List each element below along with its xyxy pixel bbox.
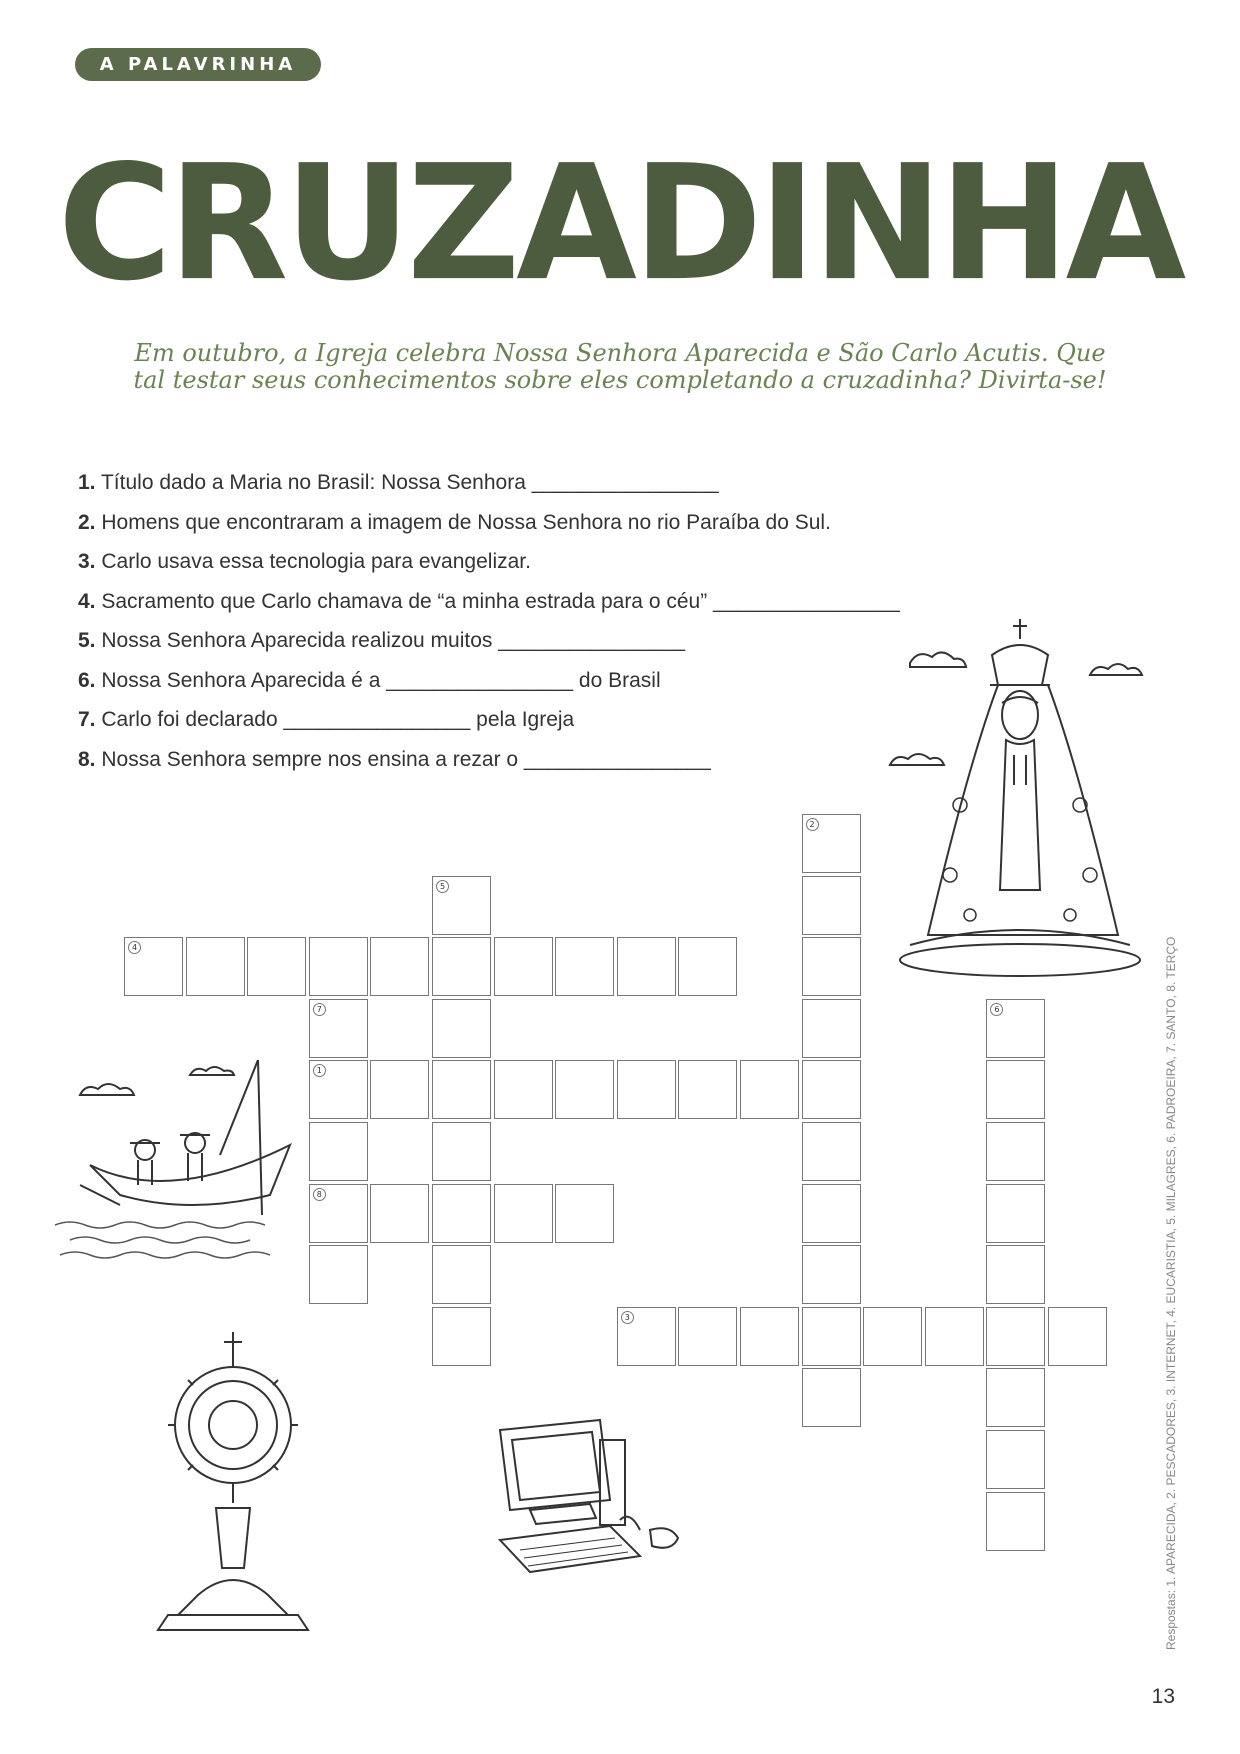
cell-number: 2 — [806, 818, 819, 831]
intro-line-2: tal testar seus conhecimentos sobre eles completando a cruzadinha? Divirta-se! — [133, 366, 1107, 394]
crossword-cell[interactable] — [432, 1307, 491, 1366]
clue-number: 3. — [78, 550, 96, 573]
fishermen-boat-illustration — [50, 1055, 300, 1275]
crossword-cell[interactable] — [432, 1245, 491, 1304]
crossword-cell[interactable] — [986, 1430, 1045, 1489]
clue-text: Carlo usava essa tecnologia para evangelizar. — [101, 550, 531, 573]
computer-illustration — [490, 1410, 710, 1610]
crossword-cell[interactable] — [802, 1368, 861, 1427]
clue-number: 1. — [78, 471, 96, 494]
clue-number: 7. — [78, 708, 96, 731]
clue-text: Nossa Senhora Aparecida realizou muitos ________________ — [101, 629, 686, 652]
crossword-cell[interactable] — [309, 1245, 368, 1304]
clue-text: Homens que encontraram a imagem de Nossa Senhora no rio Paraíba do Sul. — [101, 510, 831, 534]
cell-number: 3 — [621, 1311, 634, 1324]
crossword-cell[interactable] — [309, 999, 368, 1058]
crossword-cell[interactable] — [802, 1307, 861, 1366]
crossword-cell[interactable] — [925, 1307, 984, 1366]
crossword-cell[interactable] — [309, 937, 368, 996]
page-title: CRUZADINHA — [57, 130, 1183, 316]
crossword-cell[interactable] — [309, 1060, 368, 1119]
cell-number: 7 — [313, 1003, 326, 1016]
monstrance-illustration — [148, 1330, 318, 1650]
crossword-cell[interactable] — [802, 999, 861, 1058]
clue-text: Sacramento que Carlo chamava de “a minha estrada para o céu” ________________ — [101, 589, 900, 613]
cell-number: 1 — [313, 1064, 326, 1077]
crossword-cell[interactable] — [617, 937, 676, 996]
crossword-cell[interactable] — [986, 1245, 1045, 1304]
our-lady-aparecida-illustration — [890, 615, 1170, 985]
clue-number: 4. — [78, 589, 96, 613]
crossword-cell[interactable] — [186, 937, 245, 996]
crossword-cell[interactable] — [986, 999, 1045, 1058]
crossword-cell[interactable] — [494, 1060, 553, 1119]
clue-item — [78, 542, 1038, 582]
crossword-cell[interactable] — [494, 937, 553, 996]
crossword-cell[interactable] — [370, 1060, 429, 1119]
clue-number: 2. — [78, 510, 96, 534]
cell-number: 5 — [436, 880, 449, 893]
cell-number: 4 — [128, 941, 141, 954]
crossword-cell[interactable] — [432, 876, 491, 935]
clue-number: 5. — [78, 629, 96, 652]
crossword-cell[interactable] — [802, 937, 861, 996]
crossword-cell[interactable] — [555, 1060, 614, 1119]
clue-number: 6. — [78, 668, 96, 692]
crossword-cell[interactable] — [986, 1492, 1045, 1551]
crossword-cell[interactable] — [986, 1122, 1045, 1181]
crossword-cell[interactable] — [740, 1060, 799, 1119]
cell-number: 8 — [313, 1188, 326, 1201]
crossword-cell[interactable] — [309, 1122, 368, 1181]
crossword-cell[interactable] — [986, 1368, 1045, 1427]
crossword-cell[interactable] — [678, 1307, 737, 1366]
crossword-cell[interactable] — [617, 1307, 676, 1366]
crossword-cell[interactable] — [370, 1184, 429, 1243]
page-number: 13 — [1151, 1685, 1175, 1708]
answers-note: Respostas: 1. APARECIDA, 2. PESCADORES, 3. INTERNET, 4. EUCARISTIA, 5. MILAGRES, 6. PADROEIRA, 7. SANTO, 8. TERÇO — [1164, 936, 1178, 1650]
crossword-cell[interactable] — [678, 1060, 737, 1119]
crossword-cell[interactable] — [802, 1184, 861, 1243]
cell-number: 6 — [990, 1003, 1003, 1016]
crossword-cell[interactable] — [863, 1307, 922, 1366]
crossword-cell[interactable] — [802, 1060, 861, 1119]
crossword-cell[interactable] — [555, 1184, 614, 1243]
intro-text — [120, 340, 1120, 394]
crossword-cell[interactable] — [432, 999, 491, 1058]
crossword-cell[interactable] — [986, 1307, 1045, 1366]
crossword-cell[interactable] — [124, 937, 183, 996]
crossword-cell[interactable] — [802, 1245, 861, 1304]
crossword-cell[interactable] — [678, 937, 737, 996]
clue-text: Carlo foi declarado ________________ pela Igreja — [101, 708, 575, 731]
section-tag: A PALAVRINHA — [75, 48, 321, 81]
crossword-cell[interactable] — [309, 1184, 368, 1243]
clue-number: 8. — [78, 747, 96, 771]
clue-text: Título dado a Maria no Brasil: Nossa Senhora ________________ — [100, 471, 719, 494]
crossword-cell[interactable] — [494, 1184, 553, 1243]
crossword-cell[interactable] — [1048, 1307, 1107, 1366]
crossword-cell[interactable] — [432, 937, 491, 996]
crossword-cell[interactable] — [247, 937, 306, 996]
crossword-cell[interactable] — [432, 1060, 491, 1119]
crossword-cell[interactable] — [802, 814, 861, 873]
clue-item — [78, 463, 1038, 503]
clue-item — [78, 503, 1038, 543]
crossword-cell[interactable] — [555, 937, 614, 996]
crossword-cell[interactable] — [986, 1184, 1045, 1243]
crossword-cell[interactable] — [740, 1307, 799, 1366]
clue-text: Nossa Senhora Aparecida é a ________________ do Brasil — [101, 668, 661, 692]
intro-line-1: Em outubro, a Igreja celebra Nossa Senhora Aparecida e São Carlo Acutis. Que — [134, 339, 1106, 367]
crossword-cell[interactable] — [802, 876, 861, 935]
crossword-cell[interactable] — [432, 1184, 491, 1243]
crossword-cell[interactable] — [802, 1122, 861, 1181]
clue-text: Nossa Senhora sempre nos ensina a rezar o ________________ — [101, 747, 711, 771]
crossword-cell[interactable] — [370, 937, 429, 996]
crossword-cell[interactable] — [617, 1060, 676, 1119]
crossword-cell[interactable] — [986, 1060, 1045, 1119]
crossword-cell[interactable] — [432, 1122, 491, 1181]
